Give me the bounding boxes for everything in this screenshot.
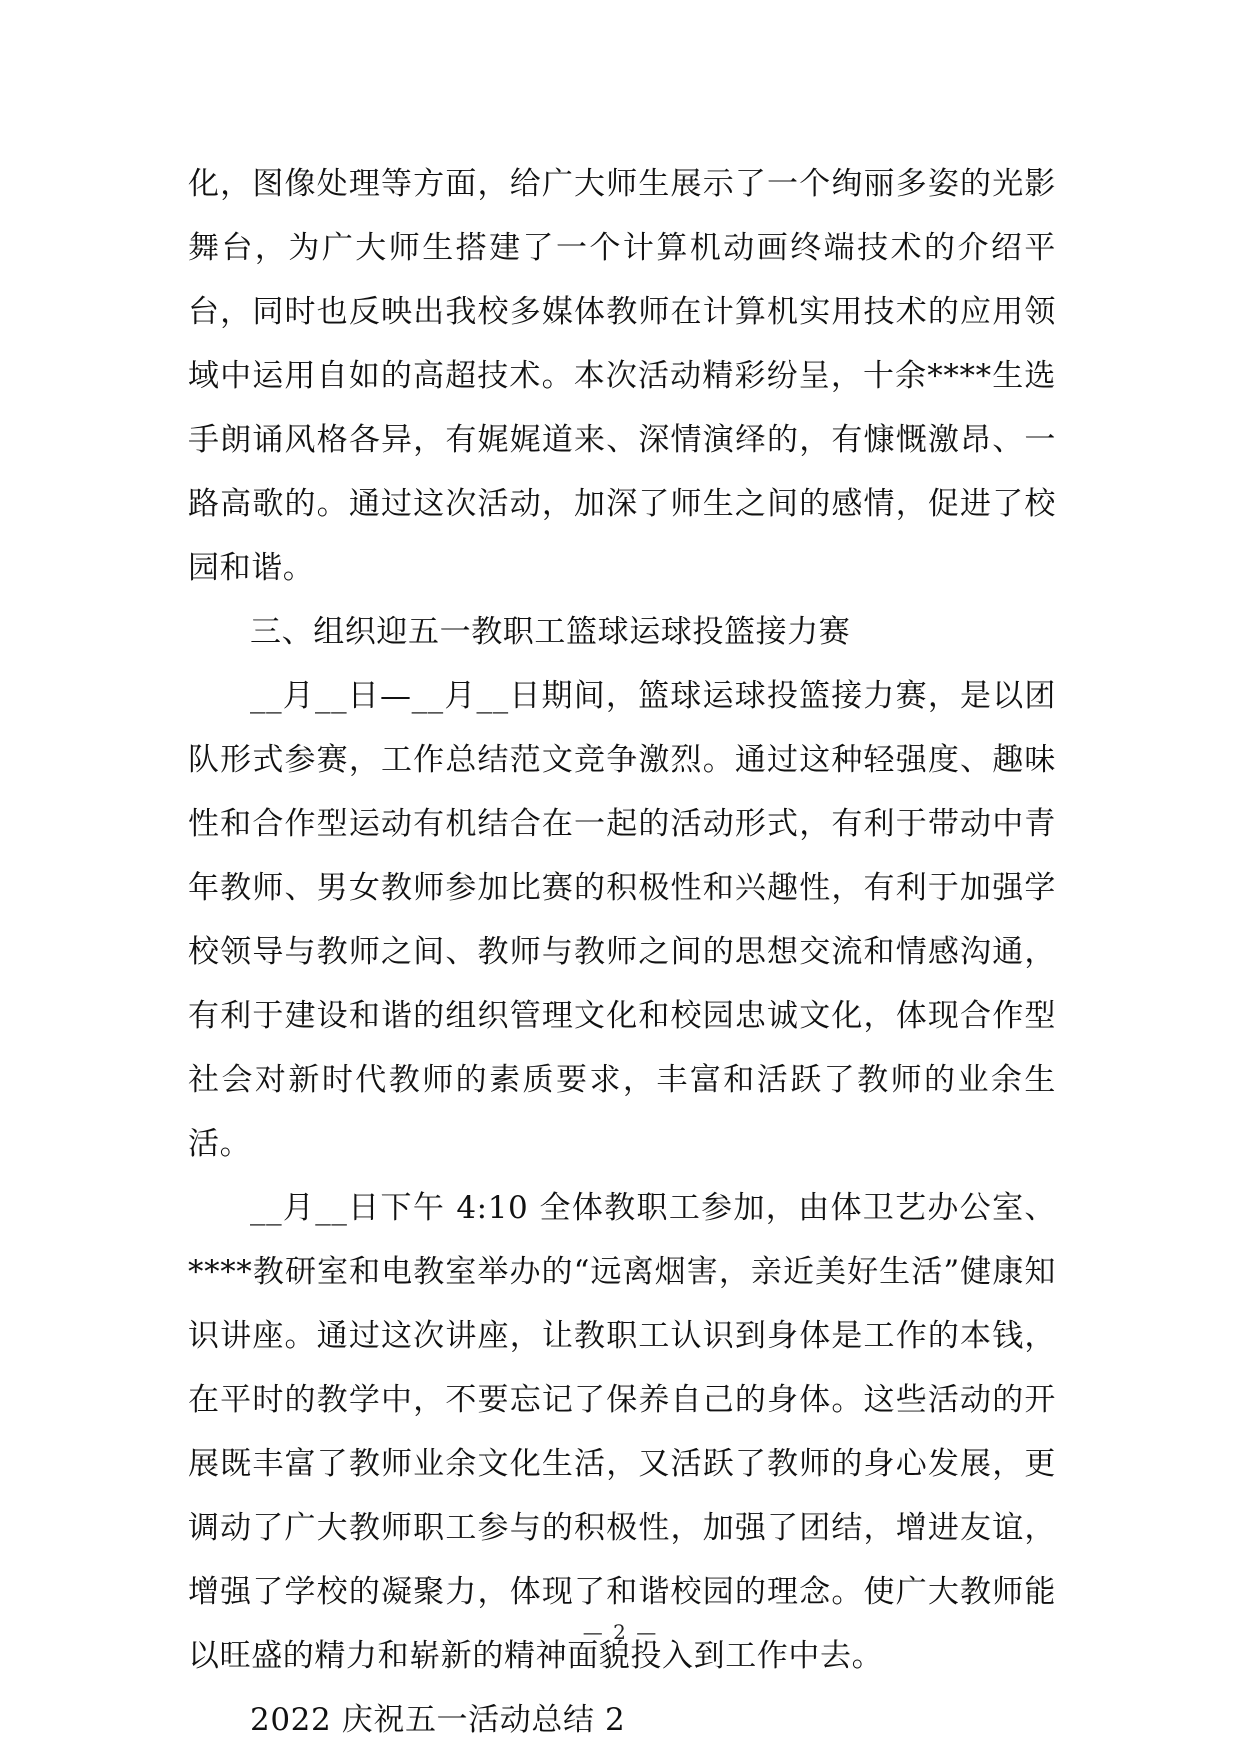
document-body bbox=[188, 152, 1056, 1752]
paragraph-health-lecture: __月__日下午 4:10 全体教职工参加，由体卫艺办公室、****教研室和电教室举办的“远离烟害，亲近美好生活”健康知识讲座。通过这次讲座，让教职工认识到身体是工作的本钱，在平时的教学中，不要忘记了保养自己的身体。这些活动的开展既丰富了教师业余文化生活，又活跃了教师的身心发展，更调动了广大教师职工参与的积极性，加强了团结，增进友谊，增强了学校的凝聚力，体现了和谐校园的理念。使广大教师能以旺盛的精力和崭新的精神面貌投入到工作中去。 bbox=[188, 1190, 1056, 1674]
section-heading-basketball-relay: 三、组织迎五一教职工篮球运球投篮接力赛 bbox=[250, 614, 851, 650]
page-number: — 2 — bbox=[582, 1620, 659, 1644]
document-subtitle-summary-2: 2022 庆祝五一活动总结 2 bbox=[250, 1702, 626, 1738]
paragraph-basketball-relay: __月__日—__月__日期间，篮球运球投篮接力赛，是以团队形式参赛，工作总结范文竞争激烈。通过这种轻强度、趣味性和合作型运动有机结合在一起的活动形式，有利于带动中青年教师、男女教师参加比赛的积极性和兴趣性，有利于加强学校领导与教师之间、教师与教师之间的思想交流和情感沟通，有利于建设和谐的组织管理文化和校园忠诚文化，体现合作型社会对新时代教师的素质要求，丰富和活跃了教师的业余生活。 bbox=[188, 678, 1056, 1162]
paragraph-continuation: 化，图像处理等方面，给广大师生展示了一个绚丽多姿的光影舞台，为广大师生搭建了一个计算机动画终端技术的介绍平台，同时也反映出我校多媒体教师在计算机实用技术的应用领域中运用自如的高超技术。本次活动精彩纷呈，十余****生选手朗诵风格各异，有娓娓道来、深情演绎的，有慷慨激昂、一路高歌的。通过这次活动，加深了师生之间的感情，促进了校园和谐。 bbox=[188, 166, 1056, 586]
